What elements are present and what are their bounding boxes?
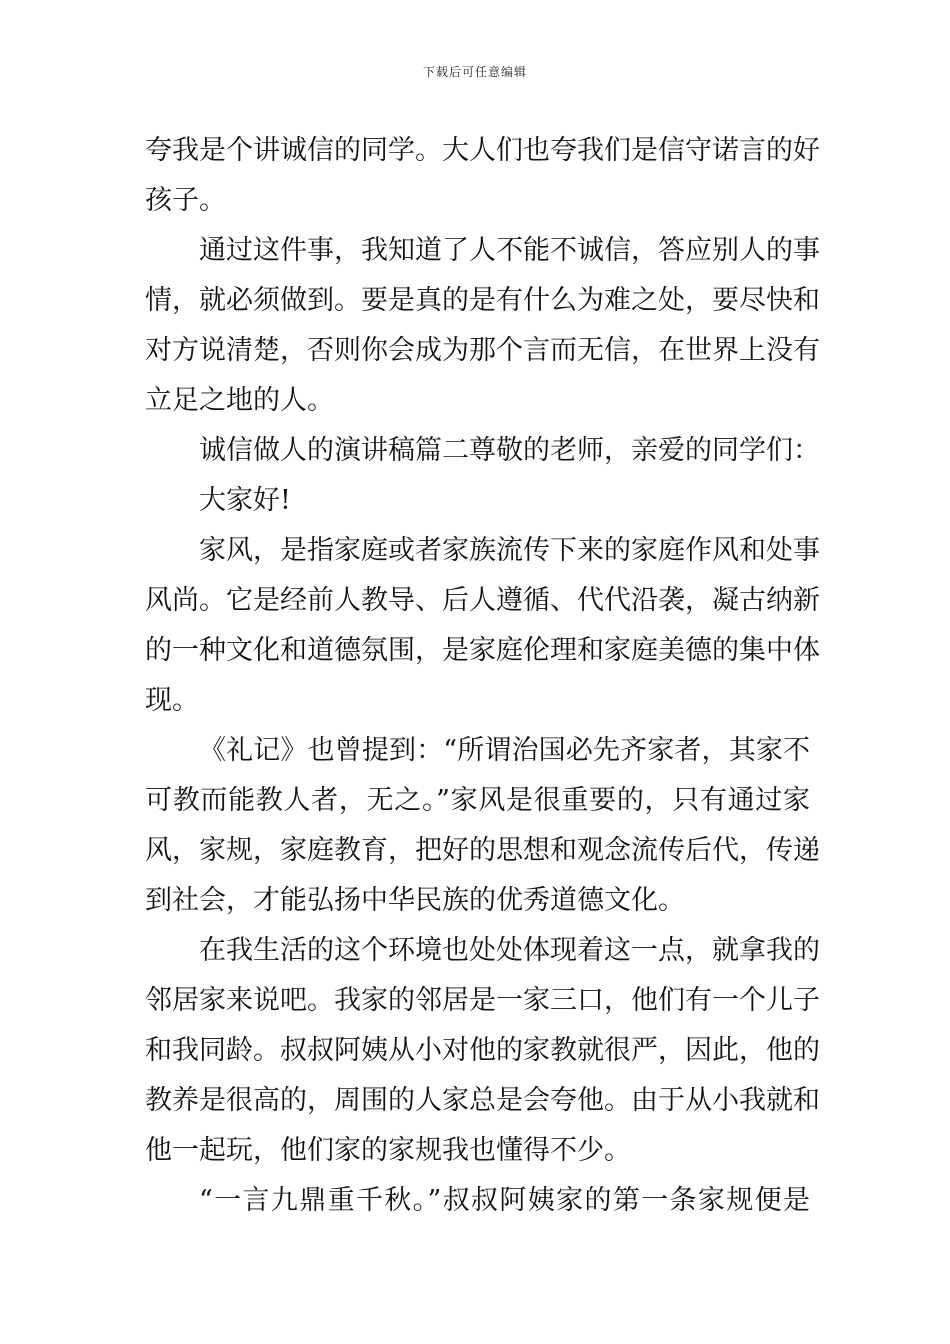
text-line: 邻居家来说吧。我家的邻居是一家三口，他们有一个儿子 xyxy=(145,985,820,1016)
text-line: 诚信做人的演讲稿篇二尊敬的老师，亲爱的同学们： xyxy=(199,435,820,466)
text-line: 教养是很高的，周围的人家总是会夸他。由于从小我就和 xyxy=(145,1085,820,1116)
text-line: 孩子。 xyxy=(145,185,226,216)
text-line: 对方说清楚，否则你会成为那个言而无信，在世界上没有 xyxy=(145,335,820,366)
text-line: 到社会，才能弘扬中华民族的优秀道德文化。 xyxy=(145,885,685,916)
text-line: 情，就必须做到。要是真的是有什么为难之处，要尽快和 xyxy=(145,285,820,316)
text-line: 夸我是个讲诚信的同学。大人们也夸我们是信守诺言的好 xyxy=(145,135,820,166)
text-line: 在我生活的这个环境也处处体现着这一点，就拿我的 xyxy=(199,935,820,966)
text-line: 和我同龄。叔叔阿姨从小对他的家教就很严，因此，他的 xyxy=(145,1035,820,1066)
text-line: 大家好! xyxy=(199,485,291,516)
text-line: 风尚。它是经前人教导、后人遵循、代代沿袭，凝古纳新 xyxy=(145,585,820,616)
text-line: 《礼记》也曾提到：“所谓治国必先齐家者，其家不 xyxy=(199,735,810,766)
text-line: 家风，是指家庭或者家族流传下来的家庭作风和处事 xyxy=(199,535,820,566)
text-line: “一言九鼎重千秋。”叔叔阿姨家的第一条家规便是 xyxy=(199,1185,810,1216)
text-line: 风，家规，家庭教育，把好的思想和观念流传后代，传递 xyxy=(145,835,820,866)
text-line: 通过这件事，我知道了人不能不诚信，答应别人的事 xyxy=(199,235,820,266)
text-line: 立足之地的人。 xyxy=(145,385,334,416)
page-header: 下载后可任意编辑 xyxy=(422,65,527,79)
text-line: 他一起玩，他们家的家规我也懂得不少。 xyxy=(145,1135,631,1166)
document-body xyxy=(145,126,820,1226)
text-line: 可教而能教人者，无之。”家风是很重要的，只有通过家 xyxy=(145,785,810,816)
text-line: 的一种文化和道德氛围，是家庭伦理和家庭美德的集中体 xyxy=(145,635,820,666)
text-line: 现。 xyxy=(145,685,199,716)
